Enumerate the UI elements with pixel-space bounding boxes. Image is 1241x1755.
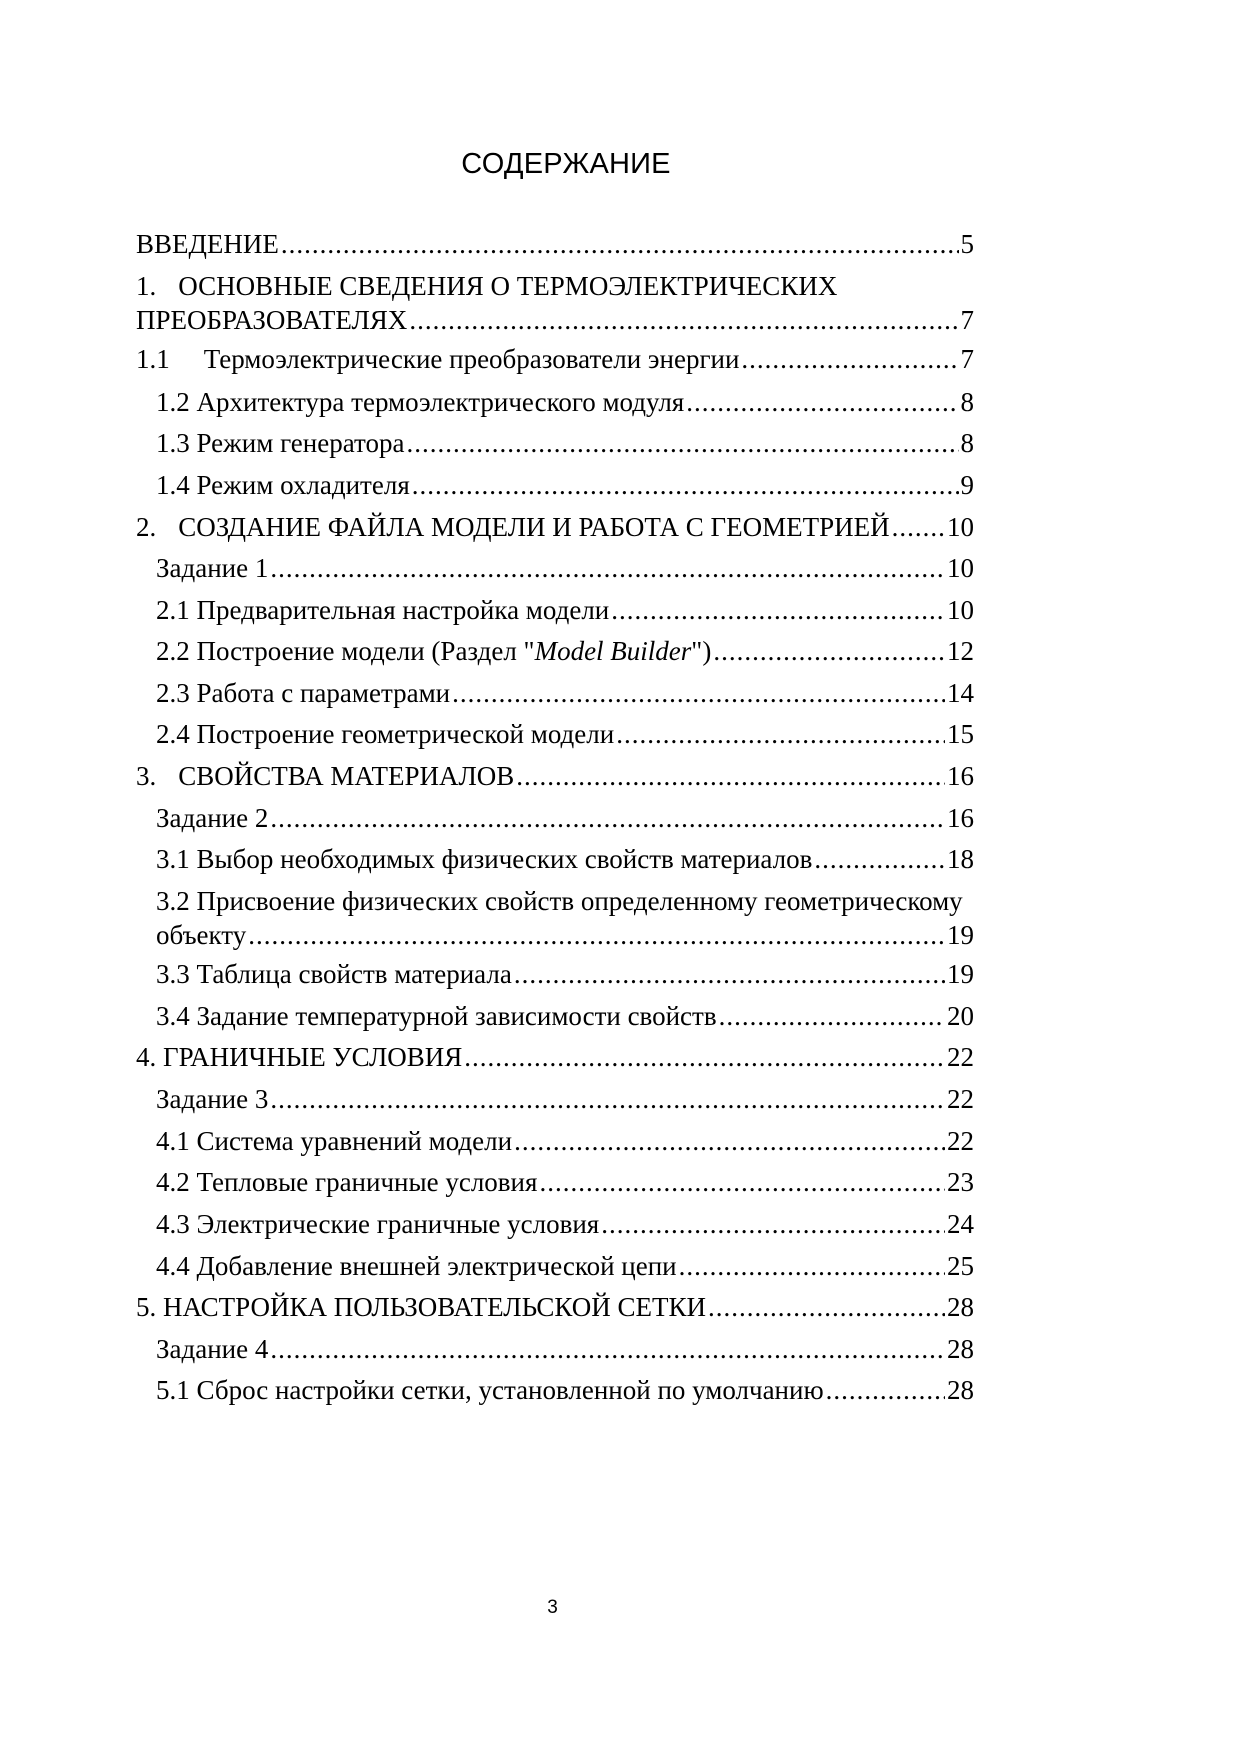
toc-page-number: 28	[947, 1292, 974, 1322]
toc-entry-text: 2.1 Предварительная настройка модели	[156, 595, 610, 625]
toc-entry-section-4[interactable]	[136, 1040, 974, 1074]
toc-entry-5-1[interactable]	[156, 1373, 974, 1407]
toc-entry-text-end: ")	[691, 636, 712, 666]
dot-leader	[679, 1249, 945, 1283]
dot-leader	[686, 385, 958, 419]
toc-entry-text-continued: объекту	[156, 920, 247, 950]
toc-page-number: 22	[947, 1126, 974, 1156]
toc-page-number: 24	[947, 1209, 974, 1239]
toc-entry-task-4[interactable]	[156, 1332, 974, 1366]
toc-section-number: 3.	[136, 761, 157, 791]
toc-entry-text: Задание 4	[156, 1334, 269, 1364]
toc-entry-text: СВОЙСТВА МАТЕРИАЛОВ	[178, 761, 515, 791]
toc-entry-text: 4.1 Система уравнений модели	[156, 1126, 513, 1156]
toc-entry-text: Задание 2	[156, 803, 269, 833]
dot-leader	[270, 1082, 945, 1116]
dot-leader	[826, 1373, 945, 1407]
toc-entry-text: Задание 1	[156, 553, 269, 583]
dot-leader	[270, 551, 945, 585]
toc-entry-text: 4.4 Добавление внешней электрической цепи	[156, 1251, 677, 1281]
toc-section-number: 2.	[136, 512, 157, 542]
toc-entry-1-4[interactable]	[156, 468, 974, 502]
toc-entry-2-1[interactable]	[156, 593, 974, 627]
toc-section-number: 1.1	[136, 344, 170, 374]
dot-leader	[514, 957, 945, 991]
dot-leader	[713, 634, 945, 668]
toc-entry-text: 5. НАСТРОЙКА ПОЛЬЗОВАТЕЛЬСКОЙ СЕТКИ	[136, 1292, 707, 1322]
toc-entry-text: 2.3 Работа с параметрами	[156, 678, 451, 708]
toc-entry-task-3[interactable]	[156, 1082, 974, 1116]
toc-entry-text-continued: ПРЕОБРАЗОВАТЕЛЯХ	[136, 305, 408, 335]
dot-leader	[601, 1207, 945, 1241]
toc-entry-text: 3.3 Таблица свойств материала	[156, 959, 512, 989]
toc-entry-2-3[interactable]	[156, 676, 974, 710]
toc-page-number: 23	[947, 1167, 974, 1197]
dot-leader	[412, 468, 959, 502]
toc-page-number: 20	[947, 1001, 974, 1031]
toc-page-number: 22	[947, 1084, 974, 1114]
toc-page-number: 19	[947, 920, 974, 950]
dot-leader	[814, 842, 945, 876]
toc-entry-4-1[interactable]	[156, 1124, 974, 1158]
toc-entry-text: Термоэлектрические преобразователи энергии	[203, 344, 740, 374]
toc-entry-section-2[interactable]	[136, 510, 974, 544]
toc-page-number: 8	[960, 428, 974, 458]
toc-entry-3-3[interactable]	[156, 957, 974, 991]
toc-entry-text: 5.1 Сброс настройки сетки, установленной по умолчанию	[156, 1375, 824, 1405]
toc-entry-text: Задание 3	[156, 1084, 269, 1114]
toc-entry-text: 4.2 Тепловые граничные условия	[156, 1167, 538, 1197]
toc-page-number: 18	[947, 844, 974, 874]
toc-entry-1-1[interactable]	[136, 342, 974, 376]
toc-entry-4-3[interactable]	[156, 1207, 974, 1241]
toc-section-number: 1.	[136, 271, 157, 301]
toc-entry-section-3[interactable]	[136, 759, 974, 793]
toc-entry-2-4[interactable]	[156, 717, 974, 751]
dot-leader	[270, 1332, 945, 1366]
page-title: СОДЕРЖАНИЕ	[461, 148, 671, 180]
toc-entry-text: 2.2 Построение модели (Раздел "	[156, 636, 535, 666]
toc-page-number: 14	[947, 678, 974, 708]
dot-leader	[616, 717, 945, 751]
toc-entry-text: ВВЕДЕНИЕ	[136, 229, 279, 259]
toc-entry-text: 1.2 Архитектура термоэлектрического модуля	[156, 387, 685, 417]
toc-page-number: 19	[947, 959, 974, 989]
toc-entry-text: СОЗДАНИЕ ФАЙЛА МОДЕЛИ И РАБОТА С ГЕОМЕТРИЕЙ	[178, 512, 890, 542]
toc-entry-4-4[interactable]	[156, 1249, 974, 1283]
toc-entry-section-5[interactable]	[136, 1290, 974, 1324]
dot-leader	[248, 918, 945, 952]
toc-page-number: 16	[947, 803, 974, 833]
toc-page-number: 8	[960, 387, 974, 417]
toc-page-number: 9	[960, 470, 974, 500]
toc-page-number: 22	[947, 1042, 974, 1072]
toc-page-number: 10	[947, 553, 974, 583]
toc-entry-section-1[interactable]	[136, 269, 974, 337]
toc-page-number: 28	[947, 1334, 974, 1364]
toc-entry-text: 3.1 Выбор необходимых физических свойств материалов	[156, 844, 813, 874]
dot-leader	[270, 801, 945, 835]
toc-entry-1-3[interactable]	[156, 426, 974, 460]
toc-entry-2-2[interactable]	[156, 634, 974, 668]
toc-page-number: 15	[947, 719, 974, 749]
toc-entry-task-1[interactable]	[156, 551, 974, 585]
toc-page-number: 12	[947, 636, 974, 666]
toc-entry-text: 4. ГРАНИЧНЫЕ УСЛОВИЯ	[136, 1042, 463, 1072]
dot-leader	[452, 676, 945, 710]
page-number: 3	[547, 1597, 558, 1618]
toc-page-number: 7	[960, 305, 974, 335]
toc-entry-text: 2.4 Построение геометрической модели	[156, 719, 615, 749]
dot-leader	[516, 759, 945, 793]
dot-leader	[539, 1165, 945, 1199]
dot-leader	[514, 1124, 945, 1158]
toc-entry-text: 4.3 Электрические граничные условия	[156, 1209, 600, 1239]
toc-entry-text: 3.4 Задание температурной зависимости свойств	[156, 1001, 717, 1031]
toc-entry-text: 3.2 Присвоение физических свойств определенному геометрическому	[156, 886, 963, 916]
toc-page-number: 28	[947, 1375, 974, 1405]
toc-page-number: 10	[947, 595, 974, 625]
dot-leader	[741, 342, 958, 376]
dot-leader	[409, 303, 958, 337]
toc-page-number: 5	[960, 229, 974, 259]
dot-leader	[611, 593, 945, 627]
toc-page-number: 16	[947, 761, 974, 791]
toc-entry-text: 1.3 Режим генератора	[156, 428, 405, 458]
toc-entry-text: 1.4 Режим охладителя	[156, 470, 410, 500]
dot-leader	[719, 999, 945, 1033]
dot-leader	[406, 426, 958, 460]
dot-leader	[708, 1290, 945, 1324]
toc-entry-3-4[interactable]	[156, 999, 974, 1033]
toc-entry-1-2[interactable]	[156, 385, 974, 419]
dot-leader	[464, 1040, 945, 1074]
toc-entry-3-2[interactable]	[156, 884, 974, 952]
toc-entry-intro[interactable]	[136, 227, 974, 261]
toc-page-number: 7	[960, 344, 974, 374]
toc-entry-3-1[interactable]	[156, 842, 974, 876]
dot-leader	[892, 510, 945, 544]
toc-entry-4-2[interactable]	[156, 1165, 974, 1199]
toc-page-number: 25	[947, 1251, 974, 1281]
toc-entry-text: ОСНОВНЫЕ СВЕДЕНИЯ О ТЕРМОЭЛЕКТРИЧЕСКИХ	[178, 271, 838, 301]
dot-leader	[281, 227, 959, 261]
toc-page-number: 10	[947, 512, 974, 542]
toc-entry-text-italic: Model Builder	[534, 636, 692, 666]
toc-entry-task-2[interactable]	[156, 801, 974, 835]
